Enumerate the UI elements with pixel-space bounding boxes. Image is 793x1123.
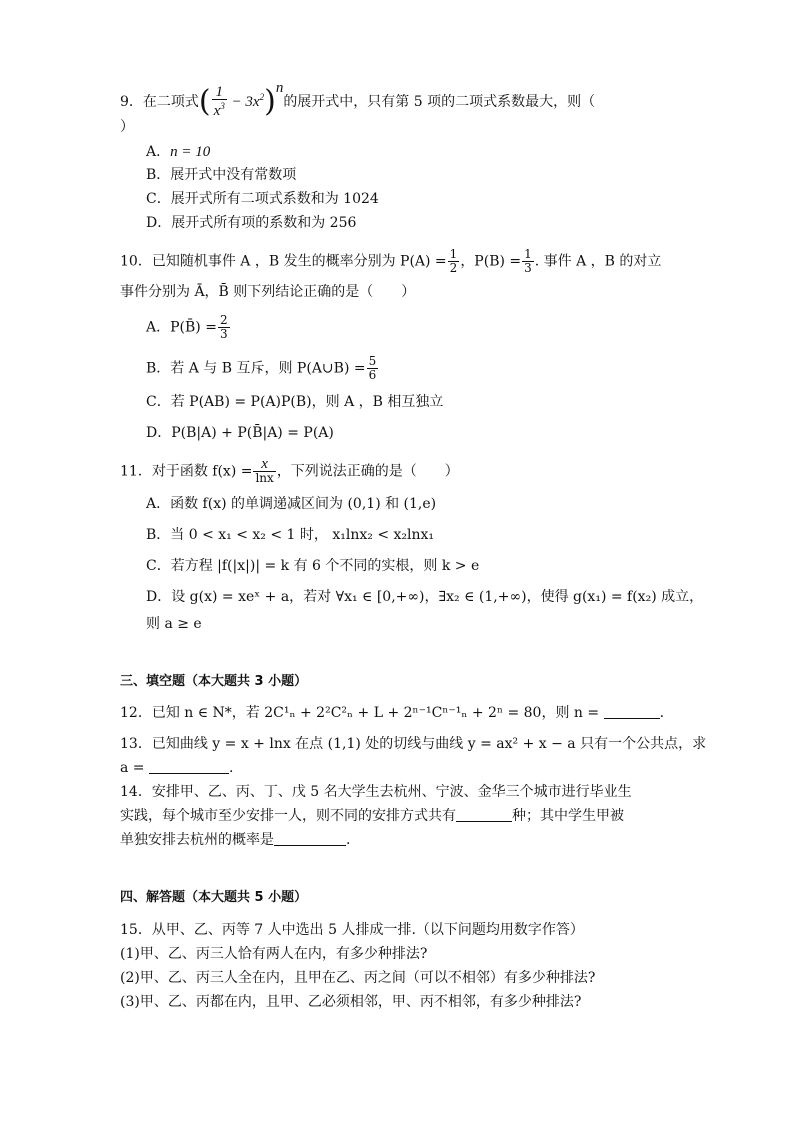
q14-answer-blank-1[interactable] <box>456 807 512 822</box>
section-3-heading: 三、填空题（本大题共 3 小题） <box>120 674 308 689</box>
section-4-heading: 四、解答题（本大题共 5 小题） <box>120 890 308 905</box>
q11-fraction: $\frac{x}{\ln x}$ <box>255 456 274 485</box>
q11-line1 <box>120 458 459 485</box>
q9-line1 <box>120 78 595 118</box>
q9-option-a-label: A． <box>146 144 171 160</box>
q9-text-post: 的展开式中，只有第 5 项的二项式系数最大，则（ <box>283 94 596 110</box>
q10-number: 10． <box>120 253 152 270</box>
q10-option-a <box>146 314 231 341</box>
q14-line1 <box>120 782 632 802</box>
q12-answer-blank[interactable] <box>604 704 660 719</box>
q11-option-d: D．设 g(x) = xeˣ + a，若对 ∀x₁ ∈ [0,+∞)，∃x₂ ∈ (1,+∞)，使得 g(x₁) = f(x₂) 成立， <box>146 589 704 605</box>
q10-option-a-fraction: $\frac{2}{3}$ <box>219 313 228 341</box>
q10-line1-pre: 已知随机事件 A ，B 发生的概率分别为 P(A) = <box>151 253 447 270</box>
q10-option-d: D．P(B|A) + P(B̄|A) = P(A) <box>146 425 334 441</box>
q10-option-b-fraction: $\frac{5}{6}$ <box>368 354 377 382</box>
q9-term: − $3x^2$ <box>227 92 265 110</box>
q14-line3 <box>120 830 350 850</box>
q10-fraction-pb: $\frac{1}{3}$ <box>524 247 532 275</box>
q10-option-b <box>146 355 379 382</box>
q9-close: ） <box>120 119 134 135</box>
q13-text: 已知曲线 y = x + lnx 在点 (1,1) 处的切线与曲线 y = ax² + x − a 只有一个公共点，求 <box>151 736 707 752</box>
q9-paren-open: ( <box>198 84 211 119</box>
q14-text-1: 安排甲、乙、丙、丁、戊 5 名大学生去杭州、宁波、金华三个城市进行毕业生 <box>151 784 632 800</box>
q12-end: . <box>659 705 665 721</box>
q14-text-2b: 种；其中学生甲被 <box>512 808 624 824</box>
q15-part-1: (1)甲、乙、丙三人恰有两人在内，有多少种排法? <box>120 946 428 962</box>
q13-line2-text: a = <box>120 760 145 776</box>
q9-option-b: B．展开式中没有常数项 <box>146 167 297 183</box>
q10-option-c: C．若 P(AB) = P(A)P(B)，则 A ，B 相互独立 <box>146 394 444 410</box>
q11-text-post: ，下列说法正确的是（ ） <box>276 463 459 480</box>
q10-line1-post: . 事件 A ，B 的对立 <box>534 253 662 270</box>
q9-option-d: D．展开式所有项的系数和为 256 <box>146 215 357 231</box>
q10-line1 <box>120 248 661 275</box>
q9-number: 9． <box>120 94 143 110</box>
q11-option-b: B．当 0 < x₁ < x₂ < 1 时， x₁lnx₂ < x₂lnx₁ <box>146 527 435 543</box>
q11-option-a: A．函数 f(x) 的单调递减区间为 (0,1) 和 (1,e) <box>146 496 437 512</box>
q13-line2 <box>120 758 233 778</box>
q10-fraction-pa: $\frac{1}{2}$ <box>449 247 458 275</box>
q10-line2: 事件分别为 Ā，B̄ 则下列结论正确的是（ ） <box>120 284 416 300</box>
q9-text-pre: 在二项式 <box>142 94 199 110</box>
q10-option-b-text: B．若 A 与 B 互斥，则 P(A∪B) = <box>146 360 366 377</box>
q9-fraction: $\frac{1}{x^3}$ <box>213 84 225 119</box>
q14-number: 14． <box>120 784 152 800</box>
q11-text-pre: 对于函数 f(x) = <box>151 463 253 480</box>
q13-number: 13． <box>120 736 152 752</box>
q15-part-2: (2)甲、乙、丙三人全在内，且甲在乙、丙之间（可以不相邻）有多少种排法? <box>120 970 596 986</box>
q10-option-a-label: A． <box>146 319 171 336</box>
q14-line2 <box>120 806 624 826</box>
q9-option-a <box>146 142 210 162</box>
q10-option-a-text: P(B̄) = <box>170 319 217 336</box>
q15-part-3: (3)甲、乙、丙都在内，且甲、乙必须相邻，甲、丙不相邻，有多少种排法? <box>120 994 582 1010</box>
q10-line1-mid: ，P(B) = <box>460 253 522 270</box>
q13-answer-blank[interactable] <box>149 759 229 774</box>
q14-answer-blank-2[interactable] <box>274 831 346 846</box>
q14-text-3a: 单独安排去杭州的概率是 <box>120 832 274 848</box>
q9-option-a-text: n = 10 <box>170 144 211 160</box>
q11-option-c: C．若方程 |f(|x|)| = k 有 6 个不同的实根，则 k > e <box>146 558 480 574</box>
q11-option-d-cont: 则 a ≥ e <box>146 616 202 632</box>
q15-line1 <box>120 920 584 940</box>
q13-end: . <box>228 760 234 776</box>
q9-exponent: n <box>275 80 284 96</box>
q13-line1 <box>120 734 706 754</box>
q9-paren-close: ) <box>264 84 276 119</box>
q12-number: 12． <box>120 705 152 721</box>
q15-text: 从甲、乙、丙等 7 人中选出 5 人排成一排.（以下问题均用数字作答） <box>151 922 584 938</box>
q12-text: 已知 n ∈ N*，若 2C¹ₙ + 2²C²ₙ + L + 2ⁿ⁻¹Cⁿ⁻¹ₙ + 2ⁿ = 80，则 n = <box>151 705 600 721</box>
q12-line <box>120 703 664 723</box>
q15-number: 15． <box>120 922 152 938</box>
q11-number: 11． <box>120 463 152 480</box>
q14-text-3b: . <box>346 832 351 848</box>
q14-text-2a: 实践，每个城市至少安排一人，则不同的安排方式共有 <box>120 808 456 824</box>
q9-option-c: C．展开式所有二项式系数和为 1024 <box>146 191 379 207</box>
